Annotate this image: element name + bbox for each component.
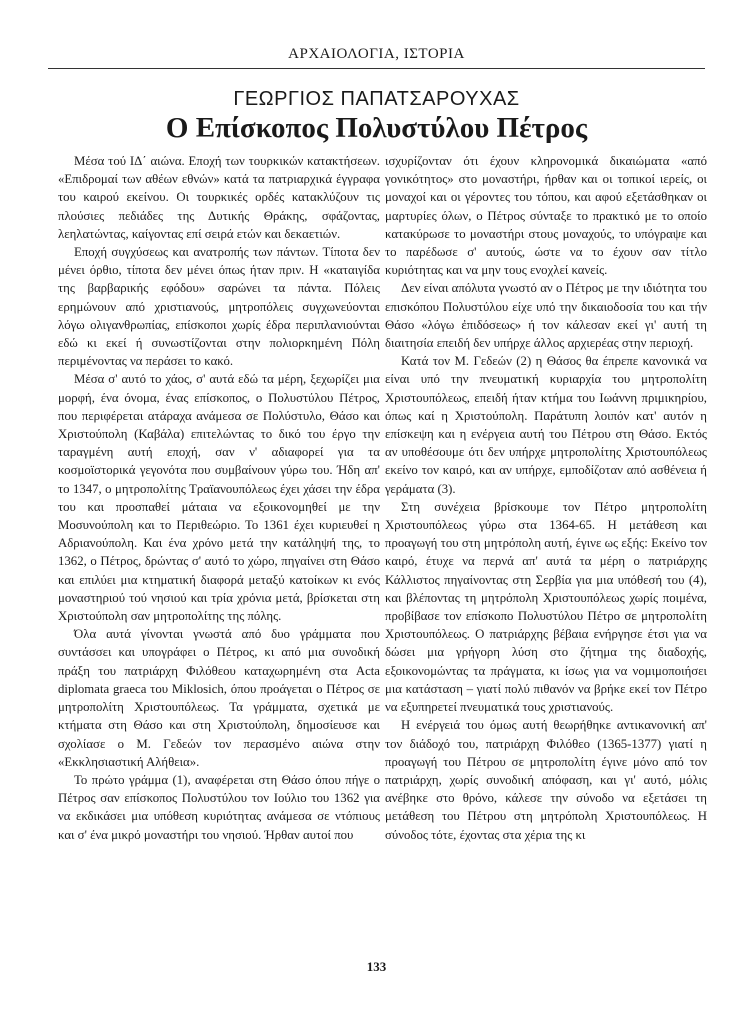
paragraph: Το πρώτο γράμμα (1), αναφέρεται στη Θάσο όπου πήγε ο Πέτρος σαν επίσκοπος Πολυστύλου τον Ιούλιο του 1362 για να εκδικάσει μια υπόθεση κυριότητας ανάμεσα σε ντόπιους και σ' ένα μικρό μοναστήρι του νησιού. Ήρθαν αυτοί που [58,772,380,842]
paragraph: Μέσα σ' αυτό το χάος, σ' αυτά εδώ τα μέρη, ξεχωρίζει μια μορφή, ένα όνομα, ένας επίσκοπος, ο Πολυστύλου Πέτρος, που περιφέρεται ατάραχα ανάμεσα σε Πολύστυλο, Θάσο και Χριστούπολη (Καβάλα) επιτελώντας το δικό του έργο την ταραγμένη αυτή εποχή, σαν ν' αδιαφορεί για τα κοσμοϊστορικά γεγονότα που συμβαίνουν γύρω του. Ήδη απ' το 1347, ο μητροπολίτης Τραϊανουπόλεως έχει χάσει την έδρα του και προσπαθεί μάταια να εξοικονομηθεί με την Μοσυνούπολη και το Περιθεώριο. Το 1361 έχει κυριευθεί η Αδριανούπολη. Και ένα χρόνο μετά την κατάληψή της, το 1362, ο Πέτρος, δρώντας σ' αυτό το χώρο, πηγαίνει στη Θάσο και επιλύει μια κτηματική διαφορά μεταξύ κατοίκων κι ενός μοναστηριού τού νησιού και τρία χρόνια μετά, βρίσκεται στη Χριστούπολη σαν μητροπολίτης της πόλης. [58,372,380,624]
paragraph: ισχυρίζονταν ότι έχουν κληρονομικά δικαιώματα «από γονικότητος» στο μοναστήρι, ήρθαν και οι τοπικοί ιερείς, οι μοναχοί και οι γέροντες του τόπου, και αφού εξετάσθηκαν οι μαρτυρίες όλων, ο Πέτρος σύνταξε το πρακτικό με το οποίο κατακύρωσε το μοναστήρι στους μοναχούς, το υπόγραψε και το παρέδωσε σ' αυτούς, ώστε να το έχουν σαν τίτλο κυριότητας και να μην τους ενοχλεί κανείς. [385,154,707,278]
article-author: ΓΕΩΡΓΙΟΣ ΠΑΠΑΤΣΑΡΟΥΧΑΣ [233,88,520,110]
paragraph: Δεν είναι απόλυτα γνωστό αν ο Πέτρος με την ιδιότητα του επισκόπου Πολυστύλου είχε υπό την δικαιοδοσία του και τήν Θάσο «λόγω ἐπιδόσεως» ή τον κάλεσαν εκεί γι' αυτή τη διαιτησία επειδή δεν υπήρχε άλλος αρχιερέας στην περιοχή. [385,281,707,351]
paragraph: Μέσα τού ΙΔ΄ αιώνα. Εποχή των τουρκικών κατακτήσεων. «Επιδρομαί των αθέων εθνών» κατά τα πατριαρχικά έγγραφα του καιρού εκείνου. Οι τουρκικές ορδές κατακλύζουν τις πλούσιες πεδιάδες της Δυτικής Θράκης, σφάζοντας, λεηλατώντας, καίγοντας επί σειρά ετών και δεκαετιών. [58,154,380,241]
right-column [385,152,707,844]
paragraph: Η ενέργειά του όμως αυτή θεωρήθηκε αντικανονική απ' τον διάδοχό του, πατριάρχη Φιλόθεο (1365-1377) γιατί η προαγωγή του Πέτρου σε μητροπολίτη έγινε μόνο από τον πατριάρχη, χωρίς συνοδική απόφαση, και γι' αυτό, μόλις ανέβηκε στο θρόνο, κάλεσε την σύνοδο να εξετάσει τη μετάθεση του Πέτρου στη μητρόπολη Χριστουπόλεως. Η σύνοδος τότε, έχοντας στα χέρια της κι [385,718,707,842]
page-number: 133 [366,959,387,974]
article-title: Ο Επίσκοπος Πολυστύλου Πέτρος [165,112,588,144]
paragraph: Εποχή συγχύσεως και ανατροπής των πάντων. Τίποτα δεν μένει όρθιο, τίποτα δεν μένει όπως ήταν πριν. Η «καταιγίδα της βαρβαρικής εφόδου» σαρώνει τα πάντα. Πόλεις ερημώνουν από χριστιανούς, μητροπόλεις συγχωνεύονται λόγω ολιγανθρωπίας, επίσκοποι χωρίς έδρα περιπλανιούνται εδώ κι εκεί ή συνωστίζονται στην πολιορκημένη Πόλη περιμένοντας να περάσει το κακό. [58,245,380,369]
paragraph: Όλα αυτά γίνονται γνωστά από δυο γράμματα που συντάσσει και υπογράφει ο Πέτρος, κι από μια συνοδική πράξη του πατριάρχη Φιλόθεου καταχωρημένη στα Acta diplomata graeca του Miklosich, όπου προάγεται ο Πέτρος σε μητροπολίτη Χριστουπόλεως. Τα γράμματα, σχετικά με κτήματα στη Θάσο και στη Χριστούπολη, δημοσίευσε και σχολίασε ο Μ. Γεδεών τον περασμένο αιώνα στην «Εκκλησιαστική Αλήθεια». [58,627,380,769]
running-head: ΑΡΧΑΙΟΛΟΓΙΑ, ΙΣΤΟΡΙΑ [288,46,465,62]
paragraph: Κατά τον Μ. Γεδεών (2) η Θάσος θα έπρεπε κανονικά να είναι υπό την πνευματική κυριαρχία του μητροπολίτη Χριστουπόλεως, επειδή ήταν κτήμα του Ιωάννη πριμικηρίου, όπως καί η Χριστούπολη. Παράτυπη λοιπόν κατ' αυτόν η επίσκεψη και η ενέργεια αυτή του Πέτρου στη Θάσο. Εκτός αν υποθέσουμε ότι δεν υπήρχε μητροπολίτης Χριστουπόλεως εκείνο τον καιρό, και αν υπήρχε, εμποδίζοταν από ασθένεια ή γεράματα (3). [385,354,707,496]
left-column [58,152,380,844]
header-rule [48,68,705,69]
paragraph: Στη συνέχεια βρίσκουμε τον Πέτρο μητροπολίτη Χριστουπόλεως γύρω στα 1364-65. Η μετάθεση και προαγωγή του στη μητρόπολη αυτή, έγινε ως εξής: Εκείνο τον καιρό, έτυχε να περνά απ' αυτά τα μέρη ο πατριάρχης Κάλλιστος πηγαίνοντας στη Σερβία για μια υπόθεσή του (4), και βλέποντας τη μητρόπολη Χριστουπόλεως χωρίς ποιμένα, προβίβασε τον επίσκοπο Πολυστύλου Πέτρο σε μητροπολίτη Χριστουπόλεως. Ο πατριάρχης βέβαια ενήργησε έτσι για να δώσει μια γρήγορη λύση στο ζήτημα της διαδοχής, εξοικονομώντας τα πράγματα, κι ίσως για να νομιμοποιήσει μια κατάσταση – γιατί πολύ πιθανόν να βρήκε εκεί τον Πέτρο να εξυπηρετεί πνευματικά τους χριστιανούς. [385,499,707,715]
